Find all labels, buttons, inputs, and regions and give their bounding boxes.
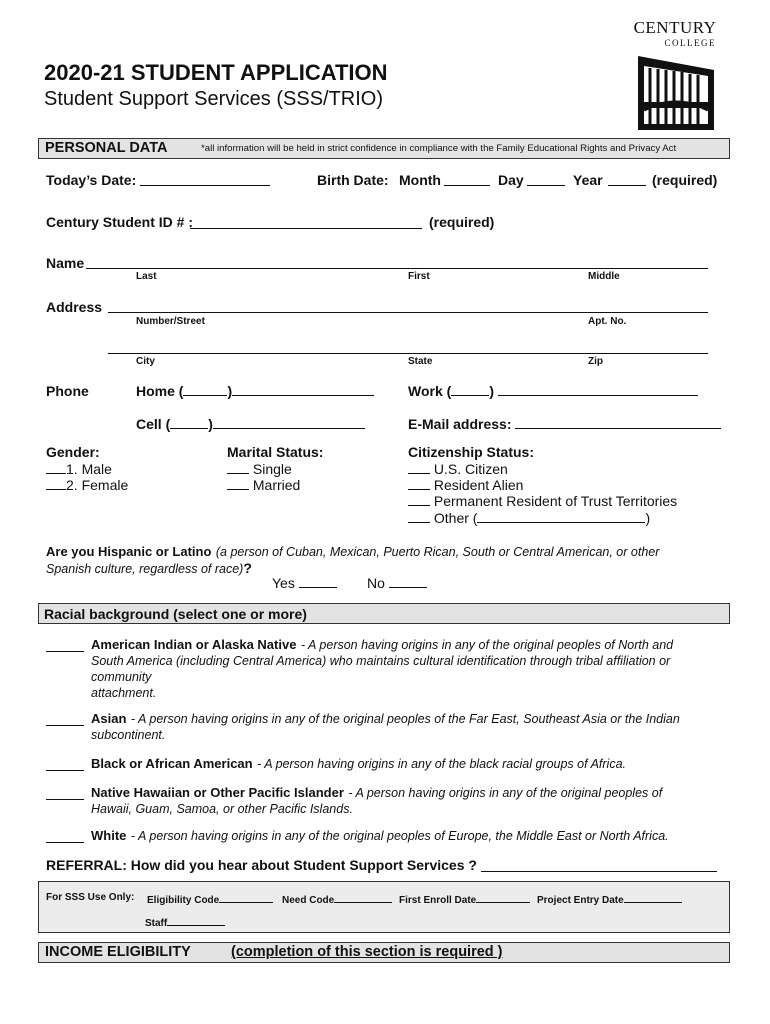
student-id-required-note: (required)	[429, 214, 495, 230]
first-enroll-date-label: First Enroll Date	[399, 892, 530, 906]
birth-day-field[interactable]	[527, 185, 565, 186]
address-zip-caption: Zip	[588, 356, 603, 367]
marital-status-label: Marital Status:	[227, 444, 324, 460]
income-required-note: (completion of this section is required )	[231, 944, 503, 960]
hispanic-question: Are you Hispanic or Latino (a person of Cuban, Mexican, Puerto Rican, South or Central American, or other	[46, 544, 660, 559]
student-id-label: Century Student ID # :	[46, 214, 194, 230]
confidentiality-note: *all information will be held in strict confidence in compliance with the Family Educational Rights and Privacy Act	[201, 143, 677, 154]
staff-label: Staff	[145, 915, 225, 929]
race-item-pacific-islander: Native Hawaiian or Other Pacific Islander - A person having origins in any of the original peoples of Hawaii, Guam, Samoa, or other Pacific Islands.	[91, 785, 663, 816]
logo-wordmark: CENTURY	[633, 18, 717, 37]
race-checkbox-asian[interactable]	[46, 725, 84, 726]
project-entry-date-label: Project Entry Date	[537, 892, 682, 906]
page-subtitle: Student Support Services (SSS/TRIO)	[44, 88, 384, 110]
name-first-caption: First	[408, 271, 430, 282]
logo-building-icon	[634, 48, 718, 138]
hispanic-yes-option[interactable]: Yes	[272, 575, 337, 591]
birth-date-label: Birth Date:	[317, 172, 389, 188]
birth-day-label: Day	[498, 172, 524, 188]
home-phone-label: Home ( )	[136, 383, 374, 399]
hispanic-no-option[interactable]: No	[367, 575, 427, 591]
citizenship-option-resident-alien[interactable]: Resident Alien	[408, 477, 523, 493]
eligibility-code-label: Eligibility Code	[147, 892, 273, 906]
name-field[interactable]	[86, 268, 708, 269]
race-checkbox-pacific-islander[interactable]	[46, 799, 84, 800]
income-eligibility-heading: INCOME ELIGIBILITY	[45, 944, 191, 960]
citizenship-option-permanent-resident[interactable]: Permanent Resident of Trust Territories	[408, 493, 677, 509]
need-code-label: Need Code	[282, 892, 392, 906]
citizenship-option-other[interactable]: Other ( )	[408, 510, 650, 526]
personal-data-bar	[38, 138, 730, 159]
marital-option-single[interactable]: Single	[227, 461, 292, 477]
todays-date-field[interactable]	[140, 185, 270, 186]
birth-required-note: (required)	[652, 172, 718, 188]
personal-data-heading: PERSONAL DATA	[45, 140, 168, 156]
birth-year-field[interactable]	[608, 185, 646, 186]
address-state-caption: State	[408, 356, 433, 367]
name-last-caption: Last	[136, 271, 157, 282]
referral-question: REFERRAL: How did you hear about Student Support Services ?	[46, 857, 477, 873]
race-checkbox-black[interactable]	[46, 770, 84, 771]
racial-background-bar	[38, 603, 730, 624]
gender-option-female[interactable]: 2. Female	[46, 477, 128, 493]
page-title: 2020-21 STUDENT APPLICATION	[44, 60, 388, 85]
todays-date-label: Today’s Date:	[46, 172, 137, 188]
birth-month-field[interactable]	[444, 185, 490, 186]
race-checkbox-white[interactable]	[46, 842, 84, 843]
income-eligibility-bar	[38, 942, 730, 963]
citizenship-label: Citizenship Status:	[408, 444, 535, 460]
sss-use-only-label: For SSS Use Only:	[46, 892, 135, 903]
phone-label: Phone	[46, 383, 89, 399]
citizenship-option-us[interactable]: U.S. Citizen	[408, 461, 508, 477]
address-city-caption: City	[136, 356, 155, 367]
sss-use-only-box	[38, 881, 730, 933]
name-middle-caption: Middle	[588, 271, 620, 282]
work-phone-label: Work ( )	[408, 383, 698, 399]
logo-subwordmark: COLLEGE	[664, 38, 716, 48]
hispanic-question-cont: Spanish culture, regardless of race)?	[46, 560, 252, 576]
address-street-caption: Number/Street	[136, 316, 205, 327]
birth-year-label: Year	[573, 172, 603, 188]
cell-phone-label: Cell ( )	[136, 416, 365, 432]
race-item-black: Black or African American - A person having origins in any of the black racial groups of Africa.	[91, 756, 627, 771]
email-label: E-Mail address:	[408, 416, 721, 432]
birth-month-label: Month	[399, 172, 441, 188]
college-logo	[630, 18, 720, 138]
race-item-white: White - A person having origins in any of the original peoples of Europe, the Middle East or North Africa.	[91, 828, 669, 843]
gender-label: Gender:	[46, 444, 100, 460]
address-city-field[interactable]	[108, 353, 708, 354]
address-label: Address	[46, 299, 103, 315]
referral-field[interactable]	[481, 871, 717, 872]
racial-background-heading: Racial background (select one or more)	[44, 606, 307, 622]
address-apt-caption: Apt. No.	[588, 316, 627, 327]
student-id-field[interactable]	[190, 228, 422, 229]
address-street-field[interactable]	[108, 312, 708, 313]
marital-option-married[interactable]: Married	[227, 477, 300, 493]
race-checkbox-american-indian[interactable]	[46, 651, 84, 652]
race-item-asian: Asian - A person having origins in any of the original peoples of the Far East, Southeast Asia or the Indian subcontinent.	[91, 711, 680, 742]
race-item-american-indian: American Indian or Alaska Native - A person having origins in any of the original peoples of North and South America (including Central America) who maintains cultural identification through tribal affiliation or community attachment.	[91, 637, 674, 700]
gender-option-male[interactable]: 1. Male	[46, 461, 112, 477]
name-label: Name	[46, 255, 85, 271]
